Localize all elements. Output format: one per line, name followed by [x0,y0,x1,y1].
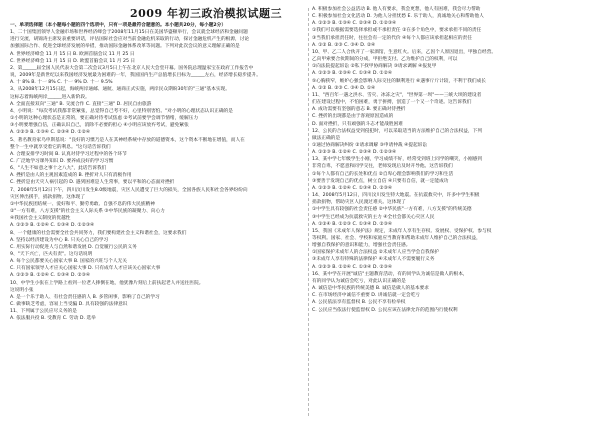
text-line: 乙向甲索要合伙期间的分成，甲拒绝支付。乙为维护自己的权利，可以 [312,57,458,63]
text-line: A. 世界经济峰会 11 月 15 日 B. 欧洲首脑会议 11 月 25 日 [10,51,135,57]
text-line: A. ①②④ B. ①②③ C. ①③④ D. ②③④ [312,221,393,227]
text-line: A. 每个公民都要关心国家大事 B. 国家的兴旺与个人无关 [10,259,127,265]
text-line: ③当我们承担责任时，往往会有一定的代价 ④每个人都应该承担起相应的责任 [312,35,472,41]
text-line: 15、我国《未成年人保护法》规定，未成年人享有生存权、发展权、受保护权、参与权 [312,228,492,234]
text-line: 11、下列属于公民应尽义务的是 [10,309,77,315]
text-line: 8、一个健康的社会需要全社会共同努力，我们要构建社会主义和谐社会，这要求我们 [10,230,187,236]
text-line: A. ①②③ B. ①③④ C. ②③④ D. ①②④ [10,130,91,136]
text-line: A. 公民依法享有监督权 B. 公民不享有检举权 [312,300,406,306]
text-line: 3、从2008年12月15日起，海峡两岸通邮、通航、通商正式实施，两岸民众期盼30年的"三通"基本实现。 [10,87,230,93]
text-line: ④我国社会主义制度的优越性 [10,216,71,222]
text-line: 等权利。国家、社会、学校和家庭应当教育和帮助未成年人维护自己的合法权益， [312,236,481,241]
text-line: ①每个人都有自己的长处和优点 ②自卑心理会影响我们的学习和生活 [312,171,454,177]
text-line: 一、单项选择题（本小题每小题的四个选项中，只有一项是最符合题意的。本小题共20分，每小题2分） [10,23,227,28]
text-line: A. 挫折是由人的主观因素造成的 B. 挫折对人只有消极作用 [10,173,132,179]
text-line: A. ①②③ B. ①②④ C. ②③④ D. ①②③④ [312,150,397,156]
text-line: C. 只有国家领导人才应关心国家大事 D. 只有成年人才应该关心国家大事 [10,266,161,272]
text-line: C. 广泛地学习课外知识 D. 要养成良好的学习习惯 [10,158,114,164]
text-line: 5、著名教育家乌申斯基说："良好的习惯乃是人在其神经系统中存放的道德资本，这个资本不断地在增值，而人在 [10,137,245,143]
text-line: 做法正确的是 [312,135,341,141]
text-line: ②"一方有难，八方支援"的社会主义人际关系 ③中华民族的凝聚力、向心力 [10,209,165,215]
text-line: 14、2008年5月12日，四川汶川发生特大地震。在抗震救灾中，许多中学生积极 [312,193,480,199]
text-line: A. 坚持以经济建设为中心 B. 只关心自己的学习 [10,237,109,243]
text-line: C. 挫折是由天灾人祸引起的 D. 遇到困难是人生常事，要以平和的心态面对挫折 [10,180,175,186]
text-line: C. 积极参加社会文化活动 D. 为他人分担忧愁 E. 乐于助人，真诚地关心和帮助他人 [312,14,484,20]
text-line: A. 全面直接双向"三通" B. 交流合作 C. 直接"三通" D. 居民自由旅游 [10,101,152,107]
text-line: ③要善于发现自己的优点，树立自信 ④只要有自信，就一定能成功 [312,178,449,184]
text-line: A. 依法服兵役 B. 受教育 C. 劳动 D. 选举 [10,316,96,322]
text-line: 加强国际合作、促进全球经济发展的举措，推动国际金融体系改革等问题。下列对此次会议的意义理解正确的是 [10,44,240,50]
text-line: C. 用实际行动促进人与自然和谐发展 D. 自觉履行公民的义务 [10,244,137,250]
text-line: 捐款捐物，帮助灾区人民渡过难关。这体现了 [312,200,406,206]
text-line: 16、某中学在开展"诚信"主题教育活动，有的同学认为诚信是做人的根本， [312,271,468,277]
text-line: C. 做事缺乏考虑，容易上当受骗 D. 具有较强的法律意识 [10,302,128,308]
text-line: 们在建设过程中，不怕困难，勇于拼搏，创造了一个又一个奇迹。这告诉我们 [312,100,472,106]
left-column [10,22,306,418]
text-line: ①向法院提起诉讼 ②私下找甲协商解决 ③请求调解 ④报复甲 [312,64,437,70]
text-line: ⑤心胸狭窄，嫉妒心强会影响人际交往的顺利进行 ⑥遇事斤斤计较，不利于我们成长 [312,78,486,84]
right-column [312,6,592,418]
text-line: A. ①② B. ②③ C. ③④ D. ②④ [312,42,376,48]
text-line: ①中学生具有较强的社会责任感 ②中华民族"一方有难，八方支援"的传统美德 [312,207,472,213]
text-line: C. 挫折的出现都是由于客观原因造成的 [312,114,394,120]
text-line: 1、二十国集团领导人金融市场和世界经济峰会于2008年11月15日在美国华盛顿举行，会议就全球经济和金融问题 [10,30,248,36]
text-line: 非常自卑，不愿意和同学交往，老师发现后及时开导他。这告诉我们 [312,164,453,170]
text-line: A. ①② B. ②③ C. ③④ D. ①④ [312,85,376,91]
text-line: A. ①②③ B. ①③④ C. ②③④ D. ①②③④ [312,21,397,27]
text-line: 这说明小张 [10,287,34,293]
text-line: ③中学生已经成为抗震救灾的主力 ④全社会都关心灾区人民 [312,214,435,220]
text-line: 10、甲、乙二人合伙开了一家酒馆，生意红火。后来，乙因个人原因退出，甲独自经营。 [312,49,497,55]
text-line: A. ①②③ B. ①②④ C. ①③④ D. ②③④ [10,273,91,279]
text-line: A. 成功需要有坚强的意志 B. 要正确对待挫折 [312,107,406,113]
text-line: C. 世界经济峰会 11 月 15 日 D. 欧盟首脑会议 11 月 25 日 [10,58,136,64]
text-line: 灾区伸出援手，捐款捐物。这体现了 [10,194,86,200]
text-line: C. 公民应当依法行使监督权 D. 公民应该在法律允许的范围内行使权利 [312,307,458,313]
text-line: 4、小明说："每次考试我都非常紧张，总觉得自己考不好，心里特别害怕。"对小明的心理状态认识正确的是 [10,108,233,114]
text-line: 这标志着海峡两岸______进入新阶段。 [10,94,90,100]
text-line: A. 十 8% B. 十一 8% C. 十一 9% D. 十一 9.5% [10,80,113,86]
text-line: ①国家保护未成年人的合法权益 ②未成年人应当学会自我保护 [312,250,440,256]
text-line: 12、公民的合法权益受到侵犯时，可以采取适当的方法维护自己的合法权益，下列 [312,128,483,134]
text-line: A. 积极参加社会公益活动 B. 他人有要求，我会更想，他人有困难，我会尽力帮助 [312,7,481,12]
text-line: 6、"人生不如意之事十之八九"，此话告诉我们 [10,166,107,172]
text-line: 整个一生中就享受着它的利息。"这句话告诉我们 [10,144,111,150]
text-line: ①中华民族团结统一、爱好和平、勤劳勇敢、自强不息的伟大民族精神 [10,201,155,207]
text-line: A. 诚信是中华民族的传统美德 B. 诚信是做人的基本要求 [312,286,429,292]
text-line: 说，2009年是新世纪以来我国经济发展最为困难的一年，我国国内生产总值增长目标为______左右，经济增长稳步提升。 [10,73,261,79]
text-line: A. 是一个乐于助人、有社会责任感的人 B. 多管闲事，影响了自己的学习 [10,294,160,300]
column-divider [308,8,309,416]
text-line: 进行交流，胡锦涛主席发表重要讲话，评估国际社会应对当前金融危机采取的行动，探讨金融危机产生的根源，讨论 [10,37,250,43]
text-line: ③未成年人享有特殊的法律保护 ④未成年人不需要履行义务 [312,257,435,263]
text-line: 增强自我保护的意识和能力，增强社会责任感。 [312,243,411,249]
text-line: ①通过协商解决纠纷 ②请求调解 ③申请仲裁 ④提起诉讼 [312,142,428,148]
text-line: C. 在市场经济中诚信不重要 D. 讲诚信就一定会吃亏 [312,293,421,299]
text-line: 7、2008年5月12日下午，四川汶川发生8.0级地震，灾区人民遭受了巨大的损失，全国各族人民和社会各界纷纷向 [10,187,248,193]
text-line: ①小明的这种心理状态是正常的，要正确对待考试焦虑 ②考试前要学会调节情绪，缓解压力 [10,116,199,122]
text-line: D. 面对挫折，只有顽强的斗志才能战胜困难 [312,121,403,127]
text-line: 13、某中学七年级学生小刚，学习成绩不好，经常受到班上同学的嘲笑，小刚感到 [312,157,483,163]
text-line: A. ①②③ B. ①②④ C. ①③④ D. ②③④ [312,185,393,191]
text-line: ①我们可以根据需要选择承担或不承担责任 ②在多个角色中，要求承担不同的责任 [312,28,482,34]
text-line: A. 合理安排学习时间 B. 认真对待学习过程中的各个环节 [10,151,127,157]
text-line: 2、第______届全国人民代表大会第二次会议3月5日上午在北京人民大会堂开幕。国务院总理温家宝在政府工作报告中 [10,65,254,71]
text-line: 11、"西百年一遇之洪水、雪灾、冰冻之灾"，"世界第一坝"——三峡大坝的建设者 [312,92,482,98]
exam-title: 2009 年初三政治模拟试题三 [130,7,282,20]
text-line: A. ①②③ B. ①②④ C. ①③④ D. ①②③④ [10,223,95,229]
text-line: A. ①②③ B. ②③④ C. ①③④ D. ①②④ [312,71,393,77]
text-line: A. ①②③ B. ①②④ C. ①③④ D. ②③④ [312,264,393,270]
text-line: ③小明要增强自信，正确认识自己，消除不必要的担心 ④小明应该放弃考试，避免紧张 [10,123,189,129]
text-line: 9、"天下兴亡，匹夫有责"。这句话说明 [10,252,93,257]
text-line: 10、中学生小张在上学路上看到一位老人摔倒在地，他犹豫片刻后上前扶起老人并送往医院。 [10,280,204,286]
text-line: 有的同学认为诚信会吃亏，对此认识正确的是 [312,278,406,284]
